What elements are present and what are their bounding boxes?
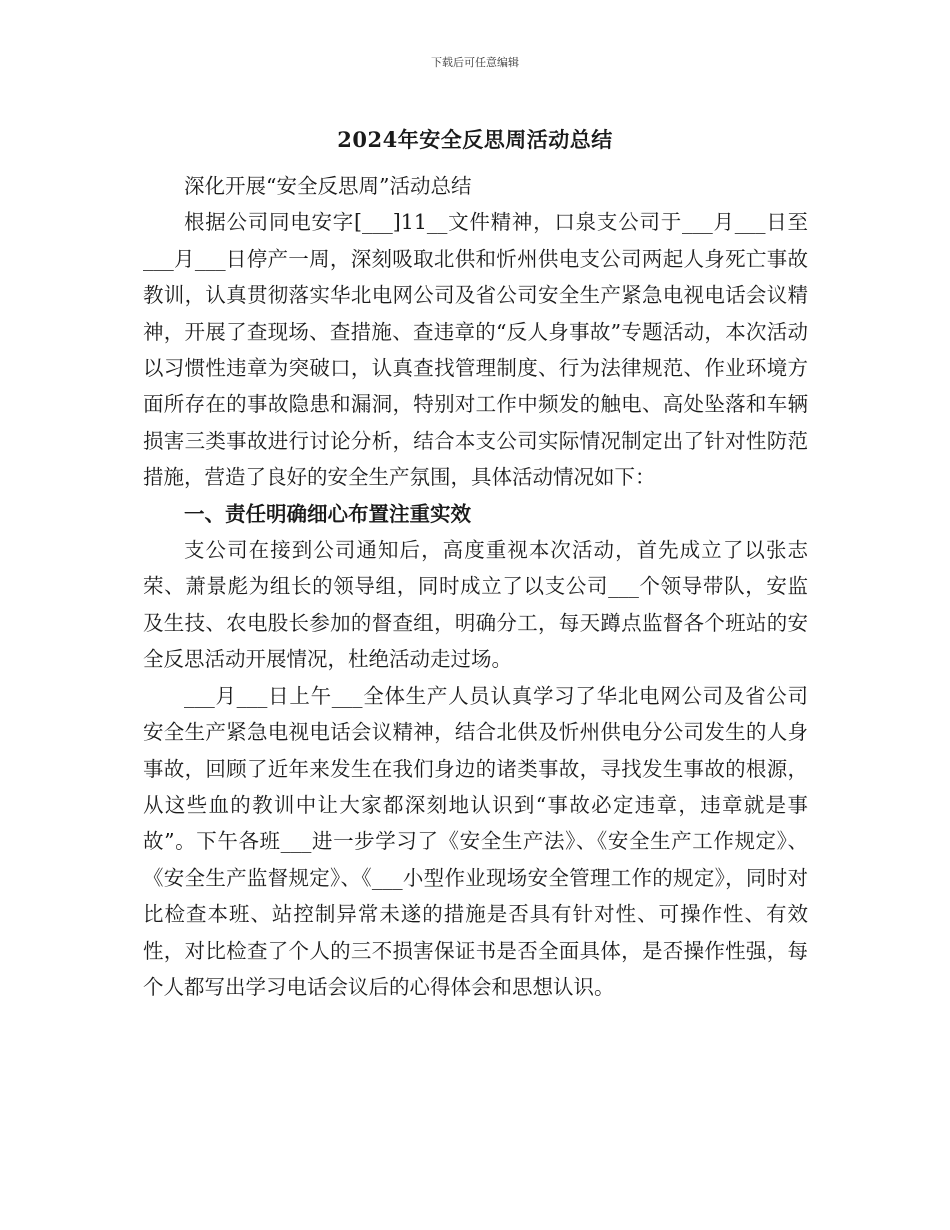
header-note: 下载后可任意编辑 (431, 56, 519, 69)
document-title: 2024年安全反思周活动总结 (337, 127, 613, 152)
section-heading-1: 一、责任明确细心布置注重实效 (184, 501, 471, 526)
paragraph-2: 支公司在接到公司通知后，高度重视本次活动，首先成立了以张志荣、萧景彪为组长的领导组，同时成立了以支公司___个领导带队，安监及生技、农电股长参加的督查组，明确分工，每天蹲点监督各个班站的安全反思活动开展情况，杜绝活动走过场。 (143, 538, 808, 672)
document-body (143, 168, 808, 1005)
subtitle: 深化开展“安全反思周”活动总结 (184, 174, 472, 198)
paragraph-3: ___月___日上午___全体生产人员认真学习了华北电网公司及省公司安全生产紧急电视电话会议精神，结合北供及忻州供电分公司发生的人身事故，回顾了近年来发生在我们身边的诸类事故，寻找发生事故的根源，从这些血的教训中让大家都深刻地认识到“事故必定违章，违章就是事故”。下午各班___进一步学习了《安全生产法》、《安全生产工作规定》、《安全生产监督规定》、《___小型作业现场安全管理工作的规定》，同时对比检查本班、站控制异常未遂的措施是否具有针对性、可操作性、有效性，对比检查了个人的三不损害保证书是否全面具体，是否操作性强，每个人都写出学习电话会议后的心得体会和思想认识。 (143, 683, 808, 999)
paragraph-1: 根据公司同电安字[___]11__文件精神，口泉支公司于___月___日至___月___日停产一周，深刻吸取北供和忻州供电支公司两起人身死亡事故教训，认真贯彻落实华北电网公司及省公司安全生产紧急电视电话会议精神，开展了查现场、查措施、查违章的“反人身事故”专题活动，本次活动以习惯性违章为突破口，认真查找管理制度、行为法律规范、作业环境方面所存在的事故隐患和漏洞，特别对工作中频发的触电、高处坠落和车辆损害三类事故进行讨论分析，结合本支公司实际情况制定出了针对性防范措施，营造了良好的安全生产氛围，具体活动情况如下： (143, 210, 808, 490)
